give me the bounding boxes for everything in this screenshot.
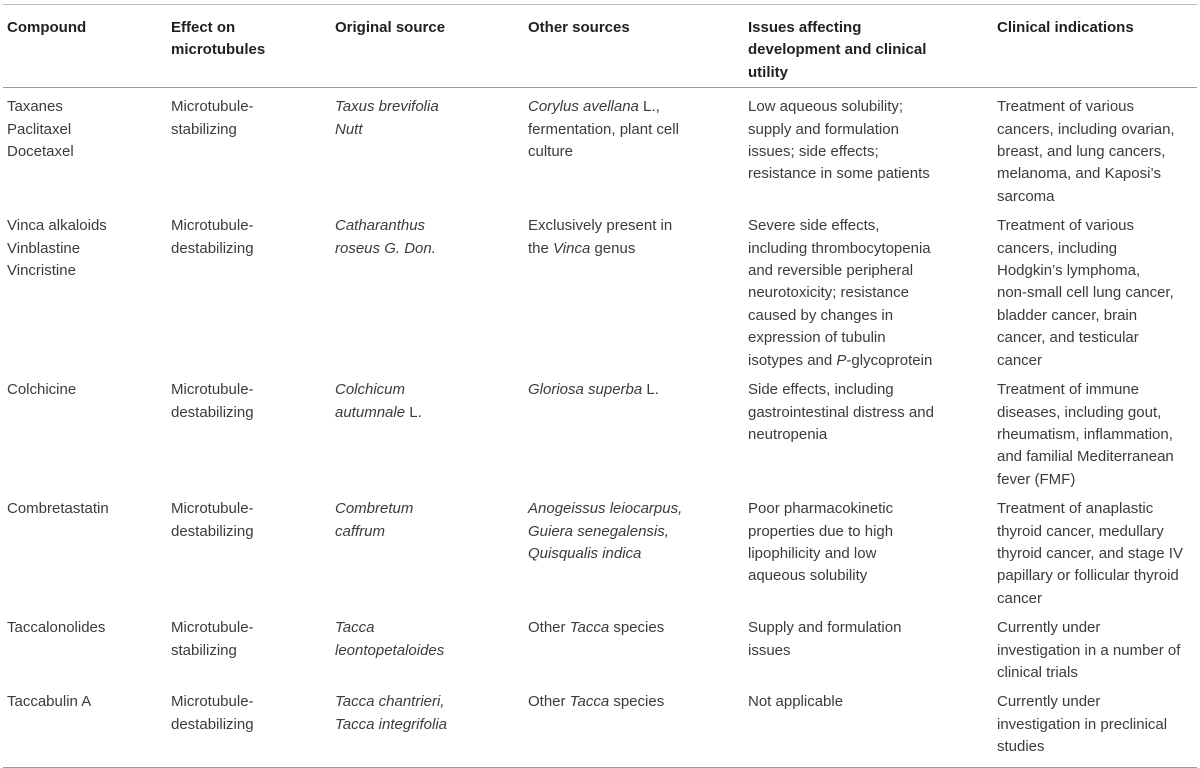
plain-text: Not applicable <box>748 693 844 711</box>
cell-compound <box>3 372 167 491</box>
cell-line <box>528 215 740 237</box>
cell-line <box>528 238 740 260</box>
cell-clinical <box>993 88 1197 209</box>
cell-line: Docetaxel <box>7 143 74 161</box>
italic-text: caffrum <box>335 522 386 540</box>
plain-text: lipophilicity and low <box>748 544 877 562</box>
italic-text: Taxus brevifolia <box>335 98 439 116</box>
cell-line: cancer <box>997 589 1043 607</box>
plain-text: supply and formulation <box>748 120 899 138</box>
cell-line: cancer <box>997 351 1043 369</box>
cell-line <box>748 521 989 543</box>
cell-issues <box>744 372 993 491</box>
cell-line <box>748 96 989 118</box>
cell-compound <box>3 208 167 372</box>
cell-line: Vinca alkaloids <box>7 217 107 235</box>
cell-line: Microtubule- <box>171 500 254 518</box>
italic-text: Tacca integrifolia <box>335 715 448 733</box>
cell-other-sources <box>524 88 744 209</box>
plain-text: resistance in some patients <box>748 165 930 183</box>
column-header-issues <box>744 5 993 88</box>
plain-text: issues; side effects; <box>748 143 879 161</box>
cell-clinical <box>993 610 1197 684</box>
cell-line <box>335 691 520 713</box>
cell-line: Currently under <box>997 619 1101 637</box>
cell-line: destabilizing <box>171 522 254 540</box>
cell-line: Microtubule- <box>171 98 254 116</box>
cell-line: cancers, including ovarian, <box>997 120 1175 138</box>
column-header-text: Original source <box>335 19 446 36</box>
cell-issues <box>744 610 993 684</box>
table-header <box>3 5 1197 88</box>
italic-text: Catharanthus <box>335 217 426 235</box>
cell-line <box>748 691 989 713</box>
cell-line: papillary or follicular thyroid <box>997 567 1179 585</box>
cell-clinical <box>993 372 1197 491</box>
plain-text: the <box>528 239 554 257</box>
cell-line <box>748 424 989 446</box>
cell-line <box>528 691 740 713</box>
plain-text: L. <box>642 381 659 399</box>
table-row <box>3 491 1197 610</box>
italic-text: Vinca <box>553 239 591 257</box>
cell-line <box>528 96 740 118</box>
cell-line <box>335 215 520 237</box>
cell-line <box>748 260 989 282</box>
cell-line: destabilizing <box>171 403 254 421</box>
table-row <box>3 372 1197 491</box>
cell-line: stabilizing <box>171 641 237 659</box>
cell-line <box>528 543 740 565</box>
cell-issues <box>744 208 993 372</box>
plain-text: Poor pharmacokinetic <box>748 500 894 518</box>
italic-text: Nutt <box>335 120 363 138</box>
cell-line: Microtubule- <box>171 217 254 235</box>
table-row <box>3 610 1197 684</box>
cell-line: non-small cell lung cancer, <box>997 284 1174 302</box>
cell-other-sources <box>524 208 744 372</box>
cell-line <box>528 119 740 141</box>
cell-line: Taxanes <box>7 98 63 116</box>
cell-line: clinical trials <box>997 663 1078 681</box>
plain-text: properties due to high <box>748 522 894 540</box>
cell-line <box>748 565 989 587</box>
italic-text: Tacca <box>569 619 610 637</box>
italic-text: Quisqualis indica <box>528 544 642 562</box>
plain-text: isotypes and <box>748 351 837 369</box>
italic-text: P <box>836 351 847 369</box>
cell-line <box>748 617 989 639</box>
cell-line <box>748 215 989 237</box>
plain-text: expression of tubulin <box>748 329 886 347</box>
italic-text: Anogeissus leiocarpus, <box>528 500 683 518</box>
cell-clinical <box>993 208 1197 372</box>
cell-line: bladder cancer, brain <box>997 306 1138 324</box>
italic-text: Gloriosa superba <box>528 381 643 399</box>
cell-line <box>748 543 989 565</box>
plain-text: neurotoxicity; resistance <box>748 284 909 302</box>
cell-line: Currently under <box>997 693 1101 711</box>
column-header-text: Issues affecting <box>748 19 862 36</box>
italic-text: Colchicum <box>335 381 406 399</box>
cell-effect <box>167 208 331 372</box>
cell-line: Treatment of various <box>997 98 1134 116</box>
cell-line <box>335 640 520 662</box>
plain-text: fermentation, plant cell <box>528 120 679 138</box>
plain-text: genus <box>590 239 636 257</box>
cell-line: thyroid cancer, medullary <box>997 522 1164 540</box>
cell-line: Treatment of various <box>997 217 1134 235</box>
cell-line <box>528 141 740 163</box>
plain-text: including thrombocytopenia <box>748 239 931 257</box>
cell-line: cancer, and testicular <box>997 329 1139 347</box>
cell-line: Treatment of anaplastic <box>997 500 1154 518</box>
plain-text: Severe side effects, <box>748 217 880 235</box>
cell-line <box>748 282 989 304</box>
cell-line: Microtubule- <box>171 693 254 711</box>
plain-text: and reversible peripheral <box>748 262 914 280</box>
column-header-compound <box>3 5 167 88</box>
cell-line: Paclitaxel <box>7 120 72 138</box>
cell-line: Treatment of immune <box>997 381 1139 399</box>
cell-line: diseases, including gout, <box>997 403 1162 421</box>
cell-line: Microtubule- <box>171 619 254 637</box>
cell-line <box>748 238 989 260</box>
cell-issues <box>744 88 993 209</box>
plain-text: Other <box>528 619 570 637</box>
cell-line <box>748 327 989 349</box>
italic-text: leontopetaloides <box>335 641 445 659</box>
cell-line <box>335 714 520 736</box>
table-body <box>3 88 1197 767</box>
cell-effect <box>167 684 331 767</box>
cell-line <box>335 379 520 401</box>
column-header-clinical <box>993 5 1197 88</box>
cell-line <box>748 305 989 327</box>
cell-line <box>748 163 989 185</box>
cell-line <box>528 498 740 520</box>
cell-line <box>748 379 989 401</box>
cell-line <box>748 350 989 372</box>
data-table <box>3 4 1197 768</box>
italic-text: Corylus avellana <box>528 98 639 116</box>
plain-text: species <box>609 619 665 637</box>
cell-issues <box>744 491 993 610</box>
cell-line: Colchicine <box>7 381 77 399</box>
cell-line <box>748 498 989 520</box>
table-row <box>3 88 1197 209</box>
plain-text: aqueous solubility <box>748 567 868 585</box>
cell-original-source <box>331 88 524 209</box>
cell-line <box>748 402 989 424</box>
cell-issues <box>744 684 993 767</box>
column-header-effect <box>167 5 331 88</box>
cell-line: breast, and lung cancers, <box>997 143 1166 161</box>
italic-text: Tacca <box>569 693 610 711</box>
cell-effect <box>167 610 331 684</box>
cell-line: fever (FMF) <box>997 470 1076 488</box>
cell-other-sources <box>524 610 744 684</box>
cell-other-sources <box>524 684 744 767</box>
cell-line: Taccabulin A <box>7 693 92 711</box>
cell-line: rheumatism, inflammation, <box>997 425 1173 443</box>
column-header-text: utility <box>748 63 788 81</box>
plain-text: culture <box>528 143 574 161</box>
cell-line: Combretastatin <box>7 500 109 518</box>
cell-line <box>528 521 740 543</box>
cell-compound <box>3 491 167 610</box>
plain-text: Low aqueous solubility; <box>748 98 904 116</box>
italic-text: Guiera senegalensis, <box>528 522 669 540</box>
cell-line <box>528 379 740 401</box>
cell-line: destabilizing <box>171 715 254 733</box>
plain-text: species <box>609 693 665 711</box>
cell-line <box>748 119 989 141</box>
plain-text: L. <box>405 403 422 421</box>
cell-line <box>335 498 520 520</box>
cell-effect <box>167 372 331 491</box>
header-row <box>3 5 1197 88</box>
cell-line: destabilizing <box>171 239 254 257</box>
plain-text: neutropenia <box>748 425 828 443</box>
cell-line <box>748 141 989 163</box>
table-row <box>3 684 1197 767</box>
column-header-text: microtubules <box>171 41 266 59</box>
cell-original-source <box>331 491 524 610</box>
cell-line <box>335 119 520 141</box>
cell-line: thyroid cancer, and stage IV <box>997 544 1183 562</box>
cell-line <box>748 640 989 662</box>
italic-text: Tacca <box>335 619 375 637</box>
cell-line: Microtubule- <box>171 381 254 399</box>
italic-text: Combretum <box>335 500 414 518</box>
column-header-text: Effect on <box>171 19 236 36</box>
cell-original-source <box>331 372 524 491</box>
column-header-other-sources <box>524 5 744 88</box>
plain-text: Supply and formulation <box>748 619 902 637</box>
cell-clinical <box>993 684 1197 767</box>
column-header-text: Other sources <box>528 19 630 36</box>
plain-text: gastrointestinal distress and <box>748 403 934 421</box>
cell-line <box>335 521 520 543</box>
italic-text: Tacca chantrieri, <box>335 693 445 711</box>
cell-clinical <box>993 491 1197 610</box>
cell-line: Vinblastine <box>7 239 81 257</box>
cell-original-source <box>331 208 524 372</box>
column-header-text: Compound <box>7 19 87 36</box>
plain-text: Other <box>528 693 570 711</box>
plain-text: caused by changes in <box>748 306 894 324</box>
cell-line: Vincristine <box>7 262 76 280</box>
cell-line: Taccalonolides <box>7 619 106 637</box>
column-header-text: development and clinical <box>748 41 927 59</box>
cell-compound <box>3 610 167 684</box>
column-header-text: Clinical indications <box>997 19 1134 36</box>
cell-line <box>335 617 520 639</box>
italic-text: roseus G. Don. <box>335 239 436 257</box>
plain-text: issues <box>748 641 791 659</box>
cell-line: stabilizing <box>171 120 237 138</box>
cell-line: studies <box>997 738 1045 756</box>
cell-line <box>335 402 520 424</box>
cell-line: investigation in preclinical <box>997 715 1168 733</box>
cell-line <box>528 617 740 639</box>
cell-other-sources <box>524 491 744 610</box>
cell-compound <box>3 88 167 209</box>
plain-text: Side effects, including <box>748 381 894 399</box>
table-row <box>3 208 1197 372</box>
cell-line: melanoma, and Kaposi’s <box>997 165 1161 183</box>
cell-original-source <box>331 610 524 684</box>
column-header-original-source <box>331 5 524 88</box>
italic-text: autumnale <box>335 403 406 421</box>
cell-line <box>335 238 520 260</box>
cell-effect <box>167 491 331 610</box>
cell-effect <box>167 88 331 209</box>
cell-line <box>335 96 520 118</box>
cell-line: investigation in a number of <box>997 641 1181 659</box>
cell-other-sources <box>524 372 744 491</box>
cell-line: Hodgkin’s lymphoma, <box>997 262 1141 280</box>
cell-original-source <box>331 684 524 767</box>
cell-compound <box>3 684 167 767</box>
plain-text: Exclusively present in <box>528 217 673 235</box>
plain-text: -glycoprotein <box>846 351 933 369</box>
cell-line: sarcoma <box>997 187 1055 205</box>
plain-text: L., <box>638 98 660 116</box>
cell-line: cancers, including <box>997 239 1118 257</box>
cell-line: and familial Mediterranean <box>997 448 1174 466</box>
